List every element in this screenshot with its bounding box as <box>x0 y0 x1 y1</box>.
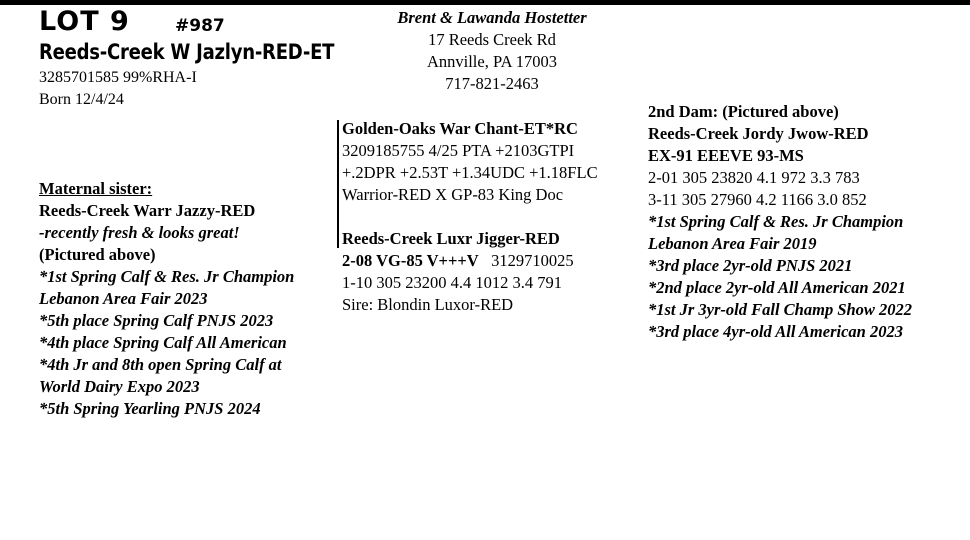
sale-number: #987 <box>175 16 225 36</box>
dam-line: Sire: Blondin Luxor-RED <box>342 295 514 314</box>
sire-line: Warrior-RED X GP-83 King Doc <box>342 185 564 204</box>
second-dam-block <box>648 101 912 343</box>
consignor-name: Brent & Lawanda Hostetter <box>397 8 587 27</box>
award-line: *5th place Spring Calf PNJS 2023 <box>39 311 274 330</box>
dam-line: 1-10 305 23200 4.4 1012 3.4 791 <box>342 273 562 292</box>
award-line: *4th place Spring Calf All American <box>39 333 287 352</box>
award-line: *1st Spring Calf & Res. Jr Champion <box>648 212 904 231</box>
registration-line: 3285701585 99%RHA-I <box>39 69 197 86</box>
sire-block <box>342 118 598 206</box>
second-dam-classification: EX-91 EEEVE 93-MS <box>648 146 804 165</box>
consignor-city: Annville, PA 17003 <box>426 52 558 71</box>
award-line: *3rd place 4yr-old All American 2023 <box>648 322 903 341</box>
dam-score: 2-08 VG-85 V+++V <box>342 251 479 270</box>
second-dam-heading: 2nd Dam: (Pictured above) <box>648 102 839 121</box>
top-rule <box>0 0 970 5</box>
award-line: *3rd place 2yr-old PNJS 2021 <box>648 256 853 275</box>
award-line: *1st Spring Calf & Res. Jr Champion <box>39 267 295 286</box>
sire-name: Golden-Oaks War Chant-ET*RC <box>342 119 578 138</box>
second-dam-record: 3-11 305 27960 4.2 1166 3.0 852 <box>648 190 867 209</box>
sire-line: +.2DPR +2.53T +1.34UDC +1.18FLC <box>342 163 598 182</box>
maternal-sister-note: -recently fresh & looks great! <box>39 223 240 242</box>
award-line: Lebanon Area Fair 2023 <box>39 289 208 308</box>
birth-date: Born 12/4/24 <box>39 91 124 108</box>
animal-name: Reeds-Creek W Jazlyn-RED-ET <box>39 40 335 64</box>
award-line: *4th Jr and 8th open Spring Calf at <box>39 355 282 374</box>
second-dam-name: Reeds-Creek Jordy Jwow-RED <box>648 124 869 143</box>
award-line: *1st Jr 3yr-old Fall Champ Show 2022 <box>648 300 913 319</box>
maternal-sister-name: Reeds-Creek Warr Jazzy-RED <box>39 201 256 220</box>
award-line: *2nd place 2yr-old All American 2021 <box>648 278 906 297</box>
award-line: Lebanon Area Fair 2019 <box>648 234 817 253</box>
award-line: *5th Spring Yearling PNJS 2024 <box>39 399 261 418</box>
dam-registration: 3129710025 <box>491 251 574 270</box>
consignor-address: 17 Reeds Creek Rd <box>428 30 556 49</box>
dam-name: Reeds-Creek Luxr Jigger-RED <box>342 229 560 248</box>
maternal-sister-pictured: (Pictured above) <box>39 245 156 264</box>
dam-block <box>342 228 574 316</box>
consignor-block <box>360 7 624 95</box>
lot-label: LOT 9 <box>39 6 130 37</box>
award-line: World Dairy Expo 2023 <box>39 377 200 396</box>
sire-line: 3209185755 4/25 PTA +2103GTPI <box>342 141 575 160</box>
maternal-sister-heading: Maternal sister: <box>39 179 153 198</box>
maternal-sister-block <box>39 178 294 420</box>
pedigree-bracket <box>337 120 339 248</box>
second-dam-record: 2-01 305 23820 4.1 972 3.3 783 <box>648 168 860 187</box>
consignor-phone: 717-821-2463 <box>445 74 539 93</box>
